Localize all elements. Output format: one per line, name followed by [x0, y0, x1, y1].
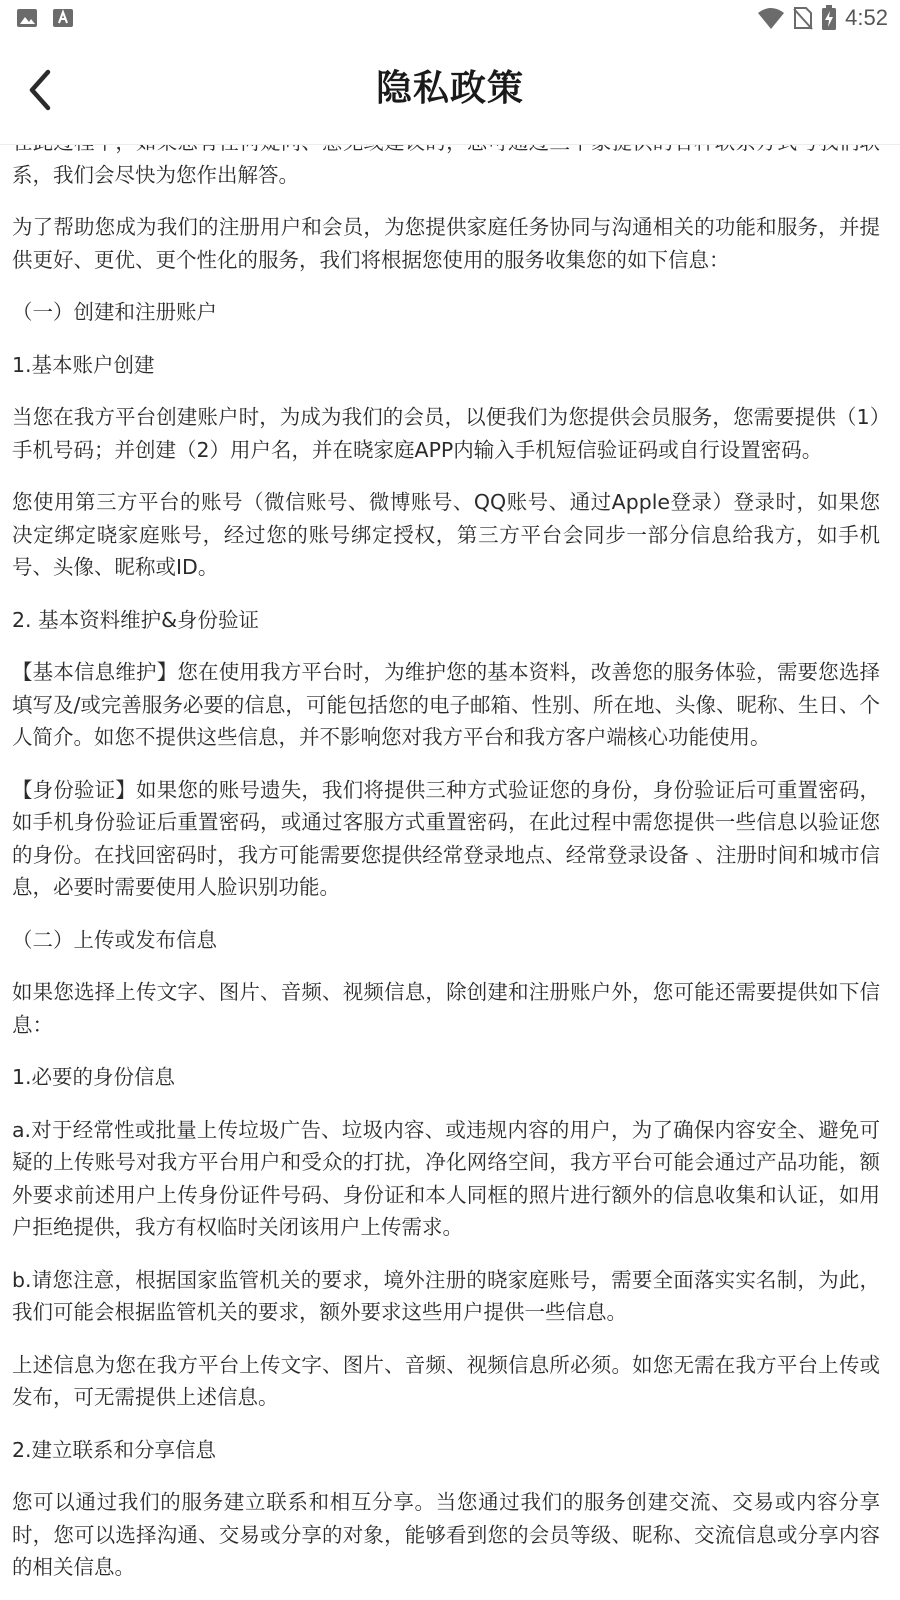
page-title: 隐私政策: [375, 68, 524, 109]
status-bar: [0, 0, 900, 36]
battery-charging-icon: [821, 5, 837, 31]
policy-paragraph: 您使用第三方平台的账号（微信账号、微博账号、QQ账号、通过Apple登录）登录时，如果您决定绑定晓家庭账号，经过您的账号绑定授权，第三方平台会同步一部分信息给我方，如手机号、头像、昵称或ID。: [12, 490, 880, 579]
section-heading: （一）创建和注册账户: [12, 300, 217, 324]
image-icon: [16, 7, 38, 29]
policy-paragraph: 如果您选择上传文字、图片、音频、视频信息，除创建和注册账户外，您可能还需要提供如下信息：: [12, 980, 880, 1037]
section-heading: （二）上传或发布信息: [12, 927, 217, 952]
policy-paragraph: 您可以通过我们的服务建立联系和相互分享。当您通过我们的服务创建交流、交易或内容分享时，您可以选择沟通、交易或分享的对象，能够看到您的会员等级、昵称、交流信息或分享内容的相关信息。: [12, 1490, 880, 1579]
policy-paragraph: b.请您注意，根据国家监管机关的要求，境外注册的晓家庭账号，需要全面落实实名制，为此，我们可能会根据监管机关的要求，额外要求这些用户提供一些信息。: [12, 1267, 880, 1324]
subsection-heading: 2.建立联系和分享信息: [12, 1437, 217, 1462]
subsection-heading: 2. 基本资料维护&身份验证: [12, 607, 260, 632]
policy-paragraph: 上述信息为您在我方平台上传文字、图片、音频、视频信息所必须。如您无需在我方平台上传或发布，可无需提供上述信息。: [12, 1352, 880, 1409]
policy-text: [12, 126, 880, 1600]
policy-paragraph: 为了帮助您成为我们的注册用户和会员，为您提供家庭任务协同与沟通相关的功能和服务，并提供更好、更优、更个性化的服务，我们将根据您使用的服务收集您的如下信息：: [12, 215, 880, 272]
no-sim-icon: [793, 6, 813, 30]
clock-time: 4:52: [845, 5, 888, 30]
policy-paragraph: 【身份验证】如果您的账号遗失，我们将提供三种方式验证您的身份，身份验证后可重置密码，如手机身份验证后重置密码，或通过客服方式重置密码，在此过程中需您提供一些信息以验证您的身份。在找回密码时，我方可能需要您提供经常登录地点、经常登录设备 、注册时间和城市信息，必要时需要使用人脸识别功能。: [12, 777, 880, 899]
policy-paragraph: 【基本信息维护】您在使用我方平台时，为维护您的基本资料，改善您的服务体验，需要您选择填写及/或完善服务必要的信息，可能包括您的电子邮箱、性别、所在地、头像、昵称、生日、个人简介。如您不提供这些信息，并不影响您对我方平台和我方客户端核心功能使用。: [12, 660, 880, 749]
text-a-icon: [52, 7, 74, 29]
app-header: [0, 36, 900, 145]
policy-paragraph: a.对于经常性或批量上传垃圾广告、垃圾内容、或违规内容的用户，为了确保内容安全、避免可疑的上传账号对我方平台用户和受众的打扰，净化网络空间，我方平台可能会通过产品功能，额外要求前述用户上传身份证件号码、身份证和本人同框的照片进行额外的信息收集和认证，如用户拒绝提供，我方有权临时关闭该用户上传需求。: [12, 1117, 880, 1239]
policy-paragraph: 当您在我方平台创建账户时，为成为我们的会员，以便我们为您提供会员服务，您需要提供（1）手机号码；并创建（2）用户名，并在晓家庭APP内输入手机短信验证码或自行设置密码。: [12, 405, 880, 462]
wifi-icon: [757, 6, 785, 30]
subsection-heading: 1.必要的身份信息: [12, 1065, 176, 1089]
policy-paragraph: 系，我们会尽快为您作出解答。: [12, 162, 299, 187]
subsection-heading: 1.基本账户创建: [12, 352, 155, 377]
